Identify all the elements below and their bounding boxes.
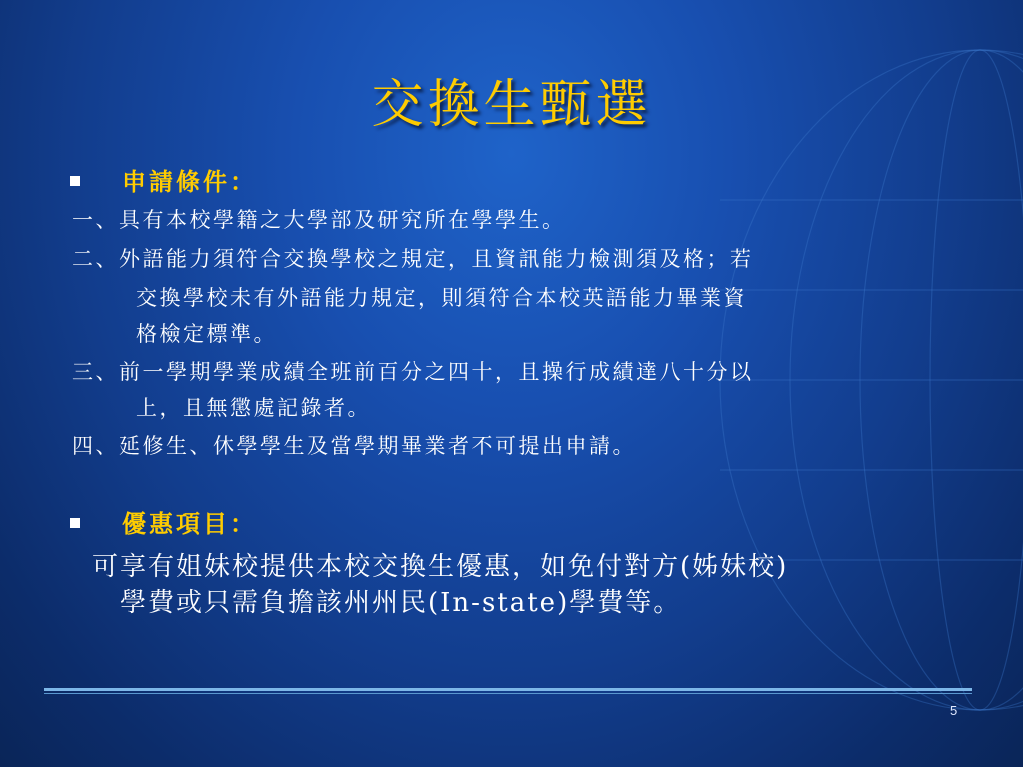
bullet-square-icon bbox=[70, 518, 80, 528]
footer-divider bbox=[44, 688, 972, 691]
benefit-line-1: 可享有姐妹校提供本校交換生優惠，如免付對方(姊妹校) bbox=[92, 552, 789, 582]
section-heading-requirements: 申請條件： bbox=[122, 167, 257, 196]
page-title: 交換生甄選 bbox=[371, 75, 652, 135]
requirement-line-1: 一、具有本校學籍之大學部及研究所在學學生。 bbox=[72, 208, 566, 232]
requirement-line-4: 四、延修生、休學學生及當學期畢業者不可提出申請。 bbox=[72, 434, 636, 458]
requirement-line-2-cont-1: 交換學校未有外語能力規定，則須符合本校英語能力畢業資 bbox=[136, 286, 747, 310]
section-heading-benefits: 優惠項目： bbox=[122, 509, 257, 538]
requirement-line-3-cont: 上，且無懲處記錄者。 bbox=[136, 396, 371, 420]
requirement-line-2: 二、外語能力須符合交換學校之規定，且資訊能力檢測須及格；若 bbox=[72, 247, 754, 271]
page-number: 5 bbox=[950, 703, 958, 718]
requirement-line-3: 三、前一學期學業成績全班前百分之四十，且操行成績達八十分以 bbox=[72, 360, 754, 384]
benefit-line-2: 學費或只需負擔該州州民(In-state)學費等。 bbox=[120, 588, 682, 618]
bullet-square-icon bbox=[70, 176, 80, 186]
footer-divider-thin bbox=[44, 693, 972, 694]
requirement-line-2-cont-2: 格檢定標準。 bbox=[136, 322, 277, 346]
